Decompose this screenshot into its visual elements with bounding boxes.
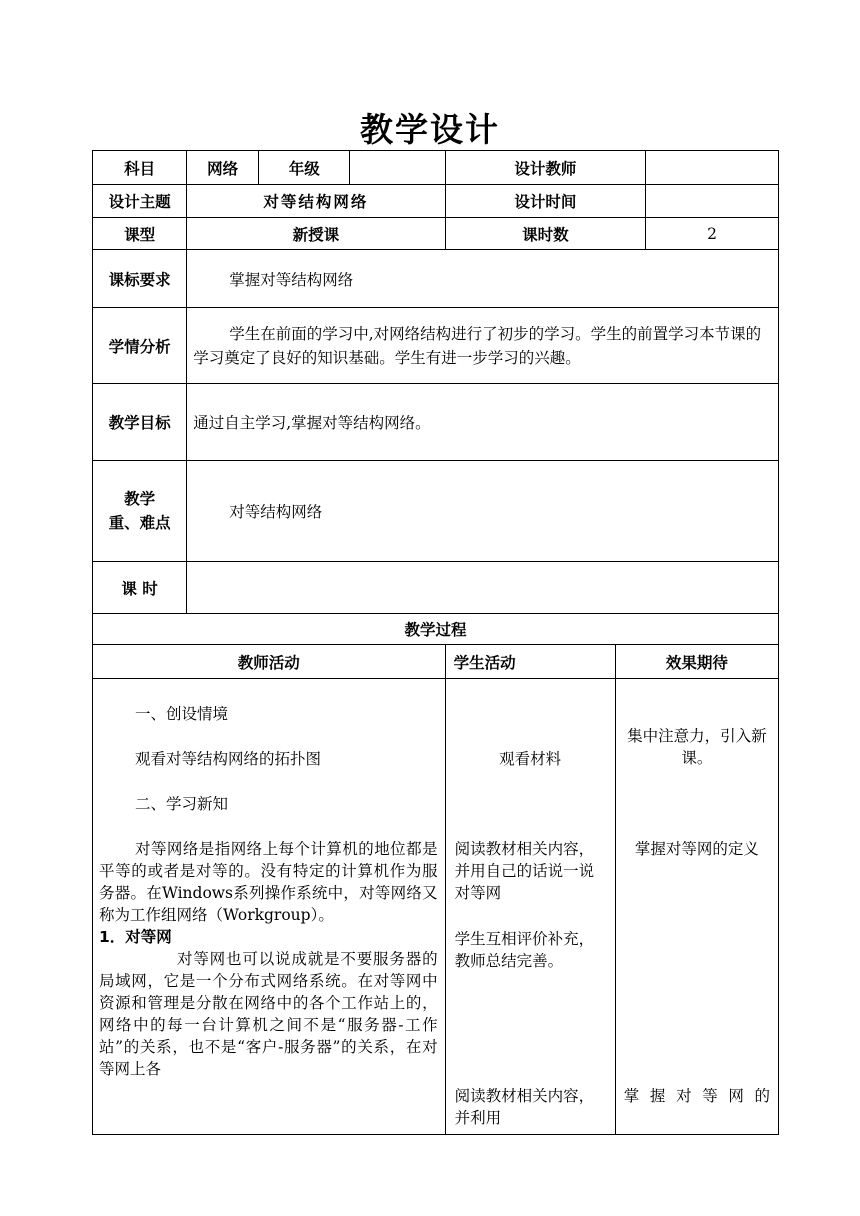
analysis-text: 学生在前面的学习中,对网络结构进行了初步的学习。学生的前置学习本节课的学习奠定了良好的知识基础。学生有进一步学习的兴趣。 — [193, 324, 762, 367]
col-teacher-header: 教师活动 — [93, 645, 446, 679]
process-title: 教学过程 — [93, 614, 779, 645]
teacher-heading1: 1．对等网 — [99, 928, 172, 946]
student-activity-3: 学生互相评价补充，教师总结完善。 — [454, 930, 595, 970]
lesson-type-label: 课型 — [93, 218, 187, 250]
grade-value — [350, 151, 445, 185]
period-label: 课 时 — [93, 562, 187, 614]
student-activity-4: 阅读教材相关内容，并利用 — [454, 1087, 595, 1127]
keypoint-text: 对等结构网络 — [187, 461, 779, 562]
lesson-plan-table — [92, 150, 779, 1135]
design-time-value — [646, 185, 779, 218]
keypoint-label-line1: 教学 — [124, 490, 156, 508]
subject-value: 网络 — [187, 151, 259, 185]
standard-text: 掌握对等结构网络 — [187, 250, 779, 308]
student-activity-1: 观看材料 — [499, 750, 562, 768]
effect-3: 掌握对等网的 — [623, 1087, 770, 1105]
teacher-step2: 二、学习新知 — [135, 795, 229, 813]
standard-label: 课标要求 — [93, 250, 187, 308]
objective-label: 教学目标 — [93, 384, 187, 461]
col-student-header: 学生活动 — [445, 645, 615, 679]
col-effect-header: 效果期待 — [615, 645, 778, 679]
hours-label: 课时数 — [445, 218, 646, 250]
grade-label: 年级 — [259, 151, 350, 185]
effect-2: 掌握对等网的定义 — [634, 840, 759, 858]
topic-value: 对等结构网络 — [187, 185, 445, 218]
teacher-para2: 对等网也可以说成就是不要服务器的局域网，它是一个分布式网络系统。在对等网中资源和管理是分散在网络中的各个工作站上的，网络中的每一台计算机之间不是“服务器-工作站”的关系，也不是“客户-服务器”的关系，在对等网上各 — [99, 950, 438, 1078]
analysis-label: 学情分析 — [93, 308, 187, 384]
design-time-label: 设计时间 — [445, 185, 646, 218]
subject-label: 科目 — [93, 151, 187, 185]
topic-label: 设计主题 — [93, 185, 187, 218]
objective-text: 通过自主学习,掌握对等结构网络。 — [187, 384, 779, 461]
teacher-step1-detail: 观看对等结构网络的拓扑图 — [135, 750, 322, 768]
keypoint-label-line2: 重、难点 — [108, 514, 171, 532]
effect-1: 集中注意力，引入新课。 — [627, 727, 767, 767]
student-activity-2: 阅读教材相关内容，并用自己的话说一说对等网 — [454, 840, 595, 902]
period-value — [187, 562, 779, 614]
teacher-para1: 对等网络是指网络上每个计算机的地位都是平等的或者是对等的。没有特定的计算机作为服务器。在Windows系列操作系统中，对等网络又称为工作组网络（Workgroup）。 — [99, 840, 438, 924]
designer-label: 设计教师 — [445, 151, 646, 185]
designer-value — [646, 151, 779, 185]
lesson-type-value: 新授课 — [187, 218, 445, 250]
document-title: 教学设计 — [360, 110, 500, 149]
hours-value: 2 — [646, 218, 779, 250]
teacher-step1: 一、创设情境 — [135, 705, 229, 723]
